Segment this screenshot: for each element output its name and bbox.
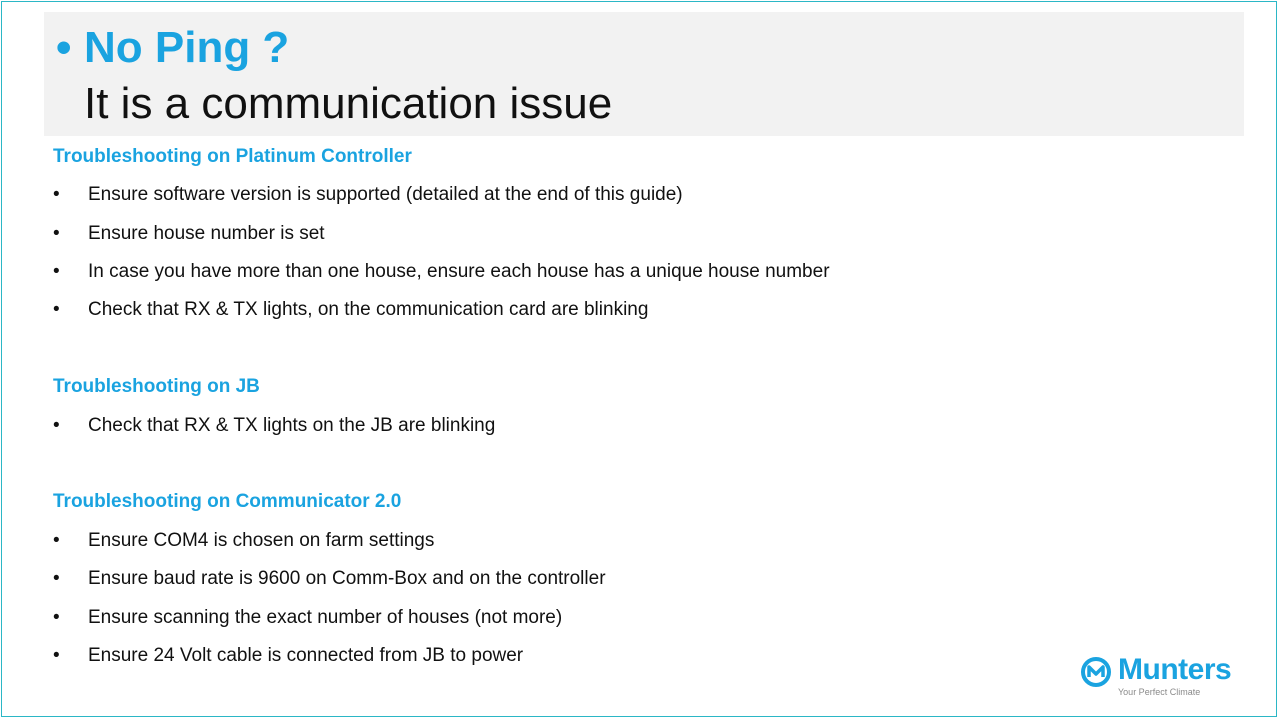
logo-wordmark: Munters (1118, 653, 1232, 686)
list-item (53, 261, 830, 283)
list-item (53, 184, 683, 206)
logo-tagline: Your Perfect Climate (1118, 687, 1201, 697)
munters-m-logo-icon (1080, 656, 1112, 688)
item-bullet: • (53, 261, 60, 282)
item-text: Ensure scanning the exact number of houses (not more) (88, 607, 563, 628)
item-text: Ensure 24 Volt cable is connected from JB to power (88, 645, 524, 666)
item-text: Ensure software version is supported (detailed at the end of this guide) (88, 184, 683, 205)
list-item (53, 223, 325, 245)
list-item (53, 299, 648, 321)
item-bullet: • (53, 184, 60, 205)
list-item (53, 415, 495, 437)
section-heading-jb: Troubleshooting on JB (53, 376, 260, 397)
slide-subtitle: It is a communication issue (84, 79, 613, 128)
item-bullet: • (53, 645, 60, 666)
item-bullet: • (53, 530, 60, 551)
item-bullet: • (53, 223, 60, 244)
item-text: In case you have more than one house, ensure each house has a unique house number (88, 261, 830, 282)
item-bullet: • (53, 568, 60, 589)
item-text: Ensure COM4 is chosen on farm settings (88, 530, 435, 551)
munters-logo (1080, 655, 1240, 700)
list-item (53, 568, 606, 590)
list-item (53, 607, 562, 629)
item-bullet: • (53, 607, 60, 628)
item-text: Check that RX & TX lights on the JB are blinking (88, 415, 496, 436)
slide-title (56, 22, 289, 74)
title-text: No Ping ? (84, 23, 290, 72)
list-item (53, 645, 523, 667)
item-text: Check that RX & TX lights, on the communication card are blinking (88, 299, 649, 320)
title-bullet: • (56, 23, 72, 72)
item-text: Ensure house number is set (88, 223, 325, 244)
item-text: Ensure baud rate is 9600 on Comm-Box and on the controller (88, 568, 606, 589)
list-item (53, 530, 434, 552)
section-heading-platinum-controller: Troubleshooting on Platinum Controller (53, 146, 412, 167)
section-heading-communicator: Troubleshooting on Communicator 2.0 (53, 491, 402, 512)
item-bullet: • (53, 415, 60, 436)
item-bullet: • (53, 299, 60, 320)
